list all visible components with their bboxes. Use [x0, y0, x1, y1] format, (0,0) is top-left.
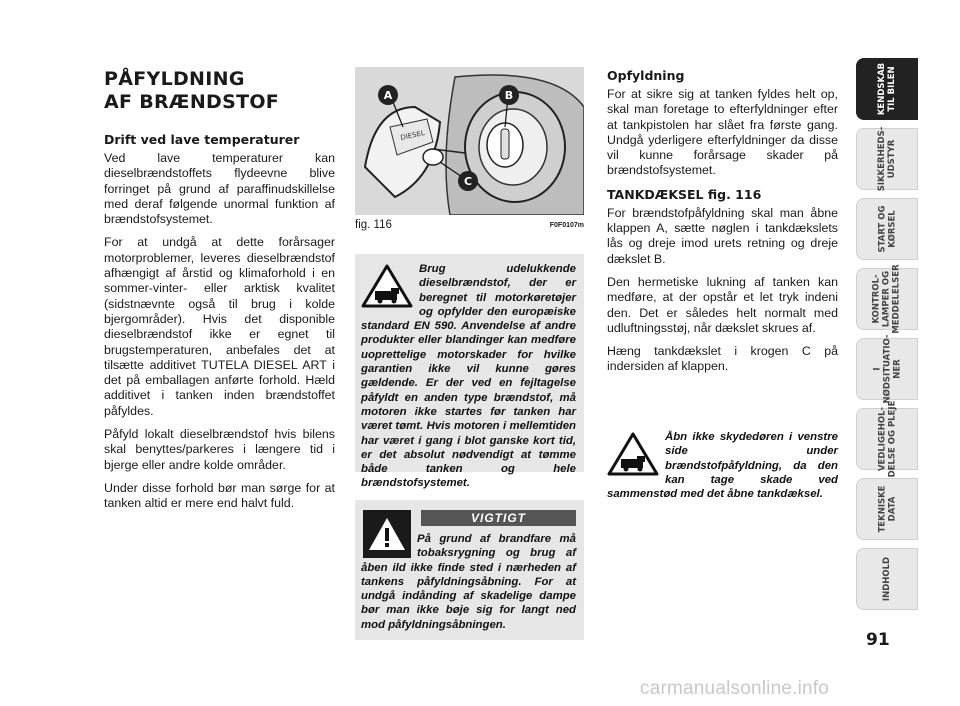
tab-tekniske-data[interactable]	[856, 478, 918, 540]
fuel-cap-figure	[355, 67, 584, 215]
fuel-flap-illustration	[355, 67, 584, 215]
tab-kendskab-til-bilen[interactable]	[856, 58, 918, 120]
exclamation-warning-icon	[363, 510, 411, 558]
paragraph: Hæng tankdækslet i krogen C på indersiden af klappen.	[607, 344, 838, 374]
title-line-2: AF BRÆNDSTOF	[104, 91, 280, 113]
important-badge: VIGTIGT	[421, 510, 576, 526]
tab-kontrollamper[interactable]	[856, 264, 918, 334]
paragraph: Påfyld lokalt dieselbrændstof hvis bilens skal benyttes/parkeres i længere tid i bjerge eller andre kolde områder.	[104, 427, 335, 472]
note-text: Åbn ikke skydedøren i venstre side under brændstofpåfyldning, da den kan tage skade ved sammenstød med det åbne tankdæksel.	[607, 431, 838, 501]
figure-caption-row	[355, 219, 584, 231]
tab-vedligeholdelse[interactable]	[856, 400, 918, 478]
tab-label: KENDSKAB TIL BILEN	[876, 62, 897, 116]
tab-label: TEKNISKE DATA	[876, 485, 897, 533]
title-line-1: PÅFYLDNING	[104, 68, 245, 90]
paragraph: Ved lave temperaturer kan dieselbrændstoffets flydeevne blive forringet på grund af paraffinudskillelse med deraf følgende unormal funktion af brændstofsystemet.	[104, 151, 335, 227]
section-heading-refill: Opfyldning	[607, 68, 685, 83]
page-title	[104, 68, 335, 114]
cap-diesel-text: DIESEL	[399, 129, 426, 142]
tab-label: KONTROL- LAMPER OG MEDDELELSER	[872, 264, 903, 334]
section-heading-fuel-cap: TANKDÆKSEL fig. 116	[607, 186, 762, 202]
note-text: På grund af brandfare må tobaksrygning og brug af åben ild ikke finde sted i nærheden af tankens påfyldningsåbning. For at undgå indånding af skadelige dampe bør man ikke bøje sig for langt ned mod påfyldningsåbningen.	[361, 533, 576, 631]
sliding-door-note	[607, 430, 838, 501]
section-heading-low-temp: Drift ved lave temperaturer	[104, 132, 300, 147]
tab-label: START OG KØRSEL	[877, 205, 897, 253]
important-note	[355, 500, 584, 640]
callout-a: A	[383, 89, 393, 102]
paragraph: Under disse forhold bør man sørge for at tanken altid er mere end halvt fuld.	[104, 480, 335, 511]
page-number: 91	[866, 630, 890, 650]
figure-caption: fig. 116	[355, 219, 392, 231]
vehicle-warning-icon	[607, 432, 659, 476]
callout-b: B	[504, 89, 514, 102]
fuel-warning-note	[355, 254, 584, 490]
callout-c: C	[463, 175, 473, 188]
note-text: Brug udelukkende dieselbrændstof, der er beregnet til motorkøretøjer og opfylder den europæiske standard EN 590. Anvendelse af andre produkter eller blandinger kan medføre uoprettelige motorskader for hvilke garantien ikke vil kunne gøres gældende. Er der ved en fejltagelse påfyldt en anden type brændstof, må motoren ikke startes før tanken har været tømt. Hvis motoren i mellemtiden har været i gang i blot ganske kort tid, er det absolut nødvendigt at tømme både tanken og hele brændstofsystemet.	[361, 263, 576, 490]
tab-start-og-korsel[interactable]	[856, 198, 918, 260]
watermark: carmanualsonline.info	[640, 678, 830, 699]
main-column-right	[607, 68, 838, 383]
vehicle-warning-icon	[361, 264, 413, 308]
paragraph: Den hermetiske lukning af tanken kan medføre, at der opstår et let tryk indeni den. Det er således helt normalt med udluftningsstøj, når dækslet skrues af.	[607, 274, 838, 335]
tab-label: SIKKERHEDS- UDSTYR	[877, 126, 897, 192]
tab-nodsituationer[interactable]	[856, 334, 918, 404]
paragraph: For at sikre sig at tanken fyldes helt op, skal man foretage to efterfyldninger efter at tankpistolen har slået fra første gang. Undgå yderligere efterfyldninger da disse vil kunne forårsage skader på brændstofsystemet.	[607, 87, 838, 178]
tab-label: INDHOLD	[882, 556, 892, 602]
paragraph: For at undgå at dette forårsager motorproblemer, leveres dieselbrændstof afhængigt af årstid og klimaforhold i en sommer-vinter- eller arktisk kvalitet (sidstnævnte også til brug i kolde bjergområder). Hvis det disponible dieselbrændstof ikke er egnet til brugstemperaturen, anbefales det at tilsætte additivet TUTELA DIESEL ART i det på emballagen anførte forhold. Hæld additivet i tanken inden brændstoffet påfyldes.	[104, 235, 335, 418]
tab-label: I NØDSITUATIO- NER	[872, 334, 903, 404]
figure-code: F0F0107m	[549, 221, 584, 229]
tab-sikkerhedsudstyr[interactable]	[856, 128, 918, 190]
tab-label: VEDLIGEHOL- DELSE OG PLEJE	[877, 400, 897, 478]
figure-column	[355, 67, 584, 231]
tab-indhold[interactable]	[856, 548, 918, 610]
main-column-left	[104, 68, 335, 520]
paragraph: For brændstofpåfyldning skal man åbne klappen A, sætte nøglen i tankdækslets lås og dreje imod urets retning og dreje dækslet B.	[607, 205, 838, 266]
